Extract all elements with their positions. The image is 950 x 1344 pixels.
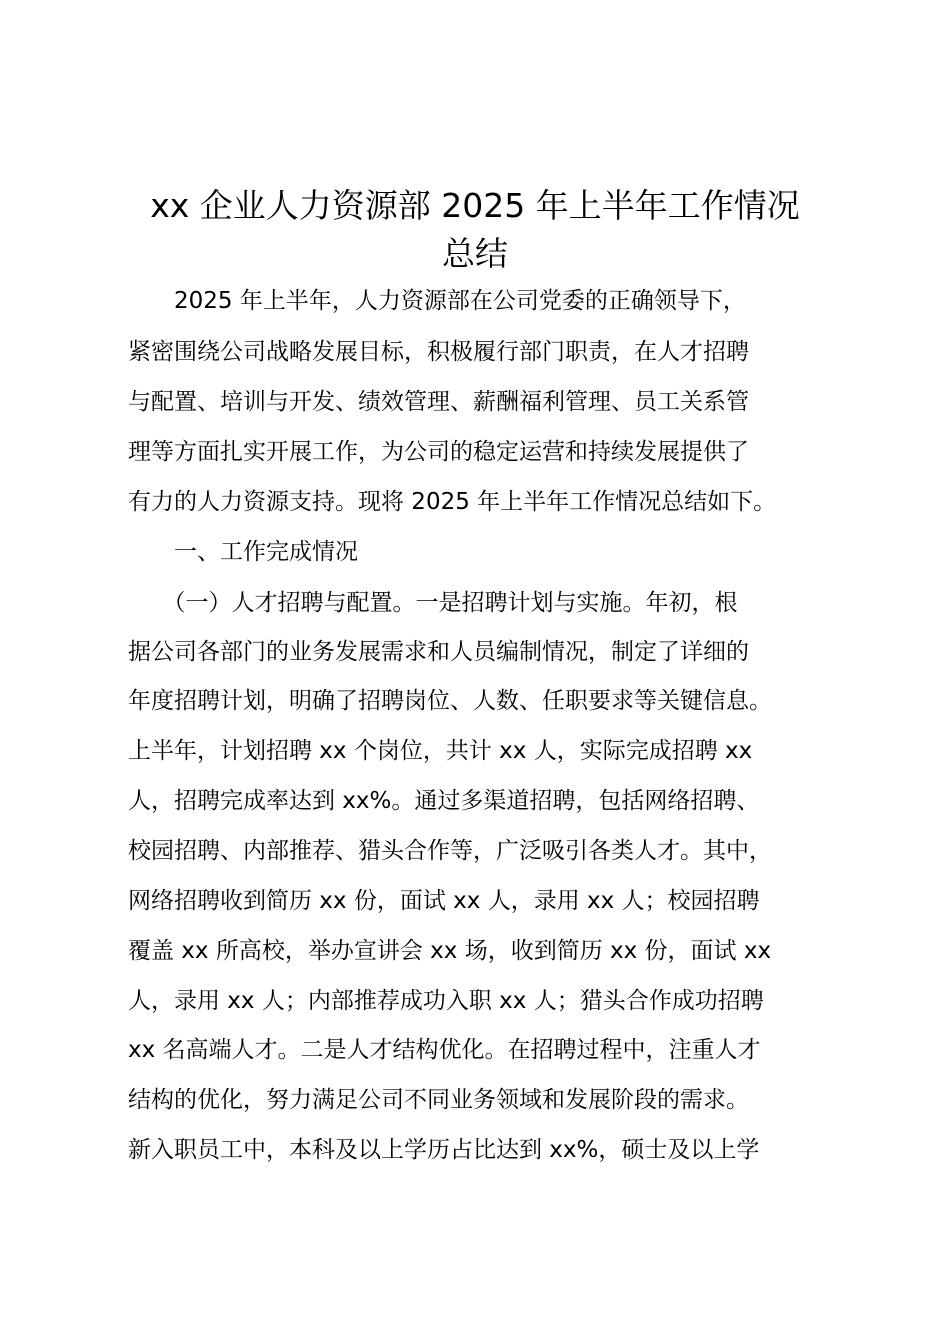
body-line: 覆盖 xx 所高校，举办宣讲会 xx 场，收到简历 xx 份，面试 xx	[128, 938, 772, 964]
body-line: 校园招聘、内部推荐、猎头合作等，广泛吸引各类人才。其中，	[128, 838, 772, 864]
body-line: 与配置、培训与开发、绩效管理、薪酬福利管理、员工关系管	[128, 389, 749, 415]
body-line: 结构的优化，努力满足公司不同业务领域和发展阶段的需求。	[128, 1087, 749, 1113]
body-line: 上半年，计划招聘 xx 个岗位，共计 xx 人，实际完成招聘 xx	[128, 738, 753, 764]
document-title-line-1: xx 企业人力资源部 2025 年上半年工作情况	[150, 186, 800, 225]
body-line: 人，录用 xx 人；内部推荐成功入职 xx 人；猎头合作成功招聘	[128, 988, 764, 1014]
body-line: 据公司各部门的业务发展需求和人员编制情况，制定了详细的	[128, 639, 749, 665]
section-heading: 一、工作完成情况	[128, 539, 358, 565]
body-line: 网络招聘收到简历 xx 份，面试 xx 人，录用 xx 人；校园招聘	[128, 888, 760, 914]
body-line: 年度招聘计划，明确了招聘岗位、人数、任职要求等关键信息。	[128, 688, 772, 714]
body-line: xx 名高端人才。二是人才结构优化。在招聘过程中，注重人才	[128, 1037, 761, 1063]
body-line: 2025 年上半年，人力资源部在公司党委的正确领导下，	[128, 288, 746, 314]
body-line: 紧密围绕公司战略发展目标，积极履行部门职责，在人才招聘	[128, 339, 749, 365]
body-line: 理等方面扎实开展工作，为公司的稳定运营和持续发展提供了	[128, 439, 749, 465]
body-line: （一）人才招聘与配置。一是招聘计划与实施。年初，根	[128, 590, 738, 616]
document-title-line-2: 总结	[442, 234, 508, 273]
body-line: 新入职员工中，本科及以上学历占比达到 xx%，硕士及以上学	[128, 1137, 760, 1163]
body-line: 有力的人力资源支持。现将 2025 年上半年工作情况总结如下。	[128, 489, 777, 515]
body-line: 人，招聘完成率达到 xx%。通过多渠道招聘，包括网络招聘、	[128, 788, 760, 814]
